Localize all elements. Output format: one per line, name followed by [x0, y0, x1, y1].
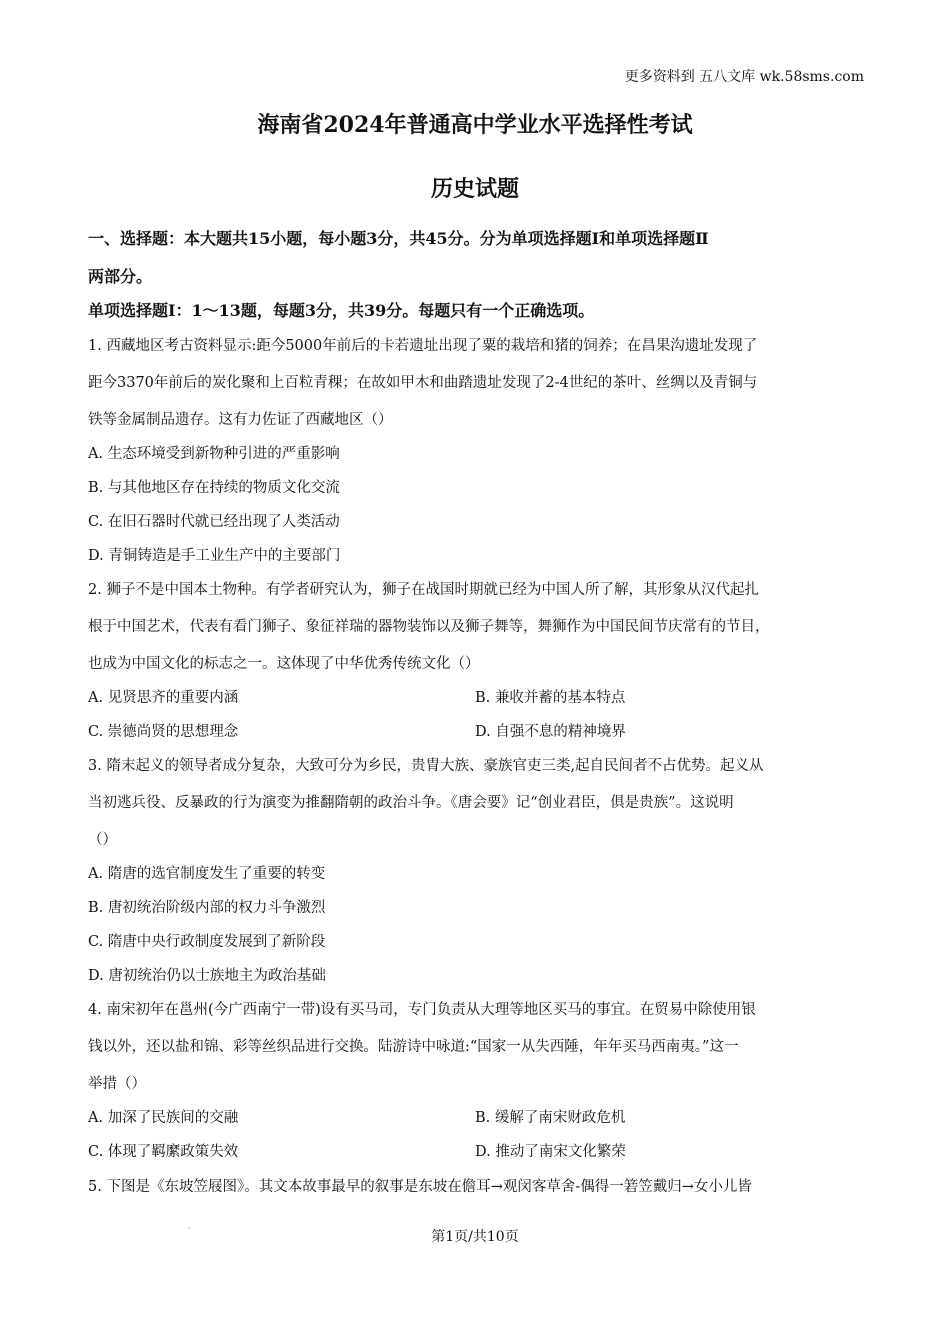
- q1-option-c: C. 在旧石器时代就已经出现了人类活动: [88, 514, 340, 530]
- q3-option-a: A. 隋唐的选官制度发生了重要的转变: [88, 866, 326, 882]
- section-heading-line1: 一、选择题：本大题共15小题，每小题3分，共45分。分为单项选择题Ⅰ和单项选择题Ⅱ: [88, 229, 709, 248]
- q1-stem-line2: 距今3370年前后的炭化聚和上百粒青稞；在故如甲木和曲踏遗址发现了2-4世纪的茶叶、丝绸以及青铜与: [88, 375, 758, 391]
- q4-option-a: A. 加深了民族间的交融: [88, 1110, 239, 1126]
- q4-stem-line2: 钱以外，还以盐和锦、彩等丝织品进行交换。陆游诗中咏道:“国家一从失西陲，年年买马西南夷。”这一: [88, 1039, 739, 1055]
- exam-title: 海南省2024年普通高中学业水平选择性考试: [257, 112, 693, 138]
- watermark: 更多资料到 五八文库 wk.58sms.com: [624, 69, 864, 85]
- q3-option-b: B. 唐初统治阶级内部的权力斗争激烈: [88, 900, 326, 916]
- q2-option-d: D. 自强不息的精神境界: [475, 724, 626, 740]
- q1-stem-line3: 铁等金属制品遗存。这有力佐证了西藏地区（）: [88, 412, 393, 428]
- q2-stem-line2: 根于中国艺术，代表有看门狮子、象征祥瑞的器物装饰以及狮子舞等，舞狮作为中国民间节庆常有的节目，: [88, 619, 770, 635]
- q2-stem-line3: 也成为中国文化的标志之一。这体现了中华优秀传统文化（）: [88, 656, 480, 672]
- q3-stem-line1: 3. 隋末起义的领导者成分复杂，大致可分为乡民，贵胄大族、豪族官吏三类,起自民间者不占优势。起义从: [88, 758, 764, 774]
- stray-dot: ·: [188, 1224, 191, 1233]
- q3-stem-line3: （）: [88, 832, 117, 848]
- q1-option-a: A. 生态环境受到新物种引进的严重影响: [88, 446, 340, 462]
- page-footer: 第1页/共10页: [431, 1229, 519, 1245]
- q5-stem-line1: 5. 下图是《东坡笠屐图》。其文本故事最早的叙事是东坡在儋耳→观闵客草舍-偶得一箬笠戴归→女小儿皆: [88, 1179, 752, 1195]
- q4-stem-line3: 举措（）: [88, 1076, 146, 1092]
- part1-heading: 单项选择题Ⅰ：1～13题，每题3分，共39分。每题只有一个正确选项。: [88, 301, 595, 320]
- q4-option-d: D. 推动了南宋文化繁荣: [475, 1144, 626, 1160]
- q1-option-b: B. 与其他地区存在持续的物质文化交流: [88, 480, 340, 496]
- q2-stem-line1: 2. 狮子不是中国本土物种。有学者研究认为，狮子在战国时期就已经为中国人所了解，其形象从汉代起扎: [88, 582, 759, 598]
- q1-option-d: D. 青铜铸造是手工业生产中的主要部门: [88, 548, 341, 564]
- section-heading-line2: 两部分。: [88, 267, 153, 286]
- q1-stem-line1: 1. 西藏地区考古资料显示:距今5000年前后的卡若遗址出现了粟的栽培和猪的饲养；在昌果沟遗址发现了: [88, 338, 758, 354]
- q3-stem-line2: 当初逃兵役、反暴政的行为演变为推翻隋朝的政治斗争。《唐会要》记“创业君臣，俱是贵族”。这说明: [88, 795, 734, 811]
- q3-option-c: C. 隋唐中央行政制度发展到了新阶段: [88, 934, 326, 950]
- q3-option-d: D. 唐初统治仍以士族地主为政治基础: [88, 968, 326, 984]
- q4-stem-line1: 4. 南宋初年在邕州(今广西南宁一带)设有买马司，专门负责从大理等地区买马的事宜。在贸易中除使用银: [88, 1002, 756, 1018]
- q2-option-c: C. 崇德尚贤的思想理念: [88, 724, 239, 740]
- q4-option-c: C. 体现了羁縻政策失效: [88, 1144, 239, 1160]
- q4-option-b: B. 缓解了南宋财政危机: [475, 1110, 626, 1126]
- q2-option-a: A. 见贤思齐的重要内涵: [88, 690, 239, 706]
- exam-subtitle: 历史试题: [430, 176, 519, 202]
- q2-option-b: B. 兼收并蓄的基本特点: [475, 690, 626, 706]
